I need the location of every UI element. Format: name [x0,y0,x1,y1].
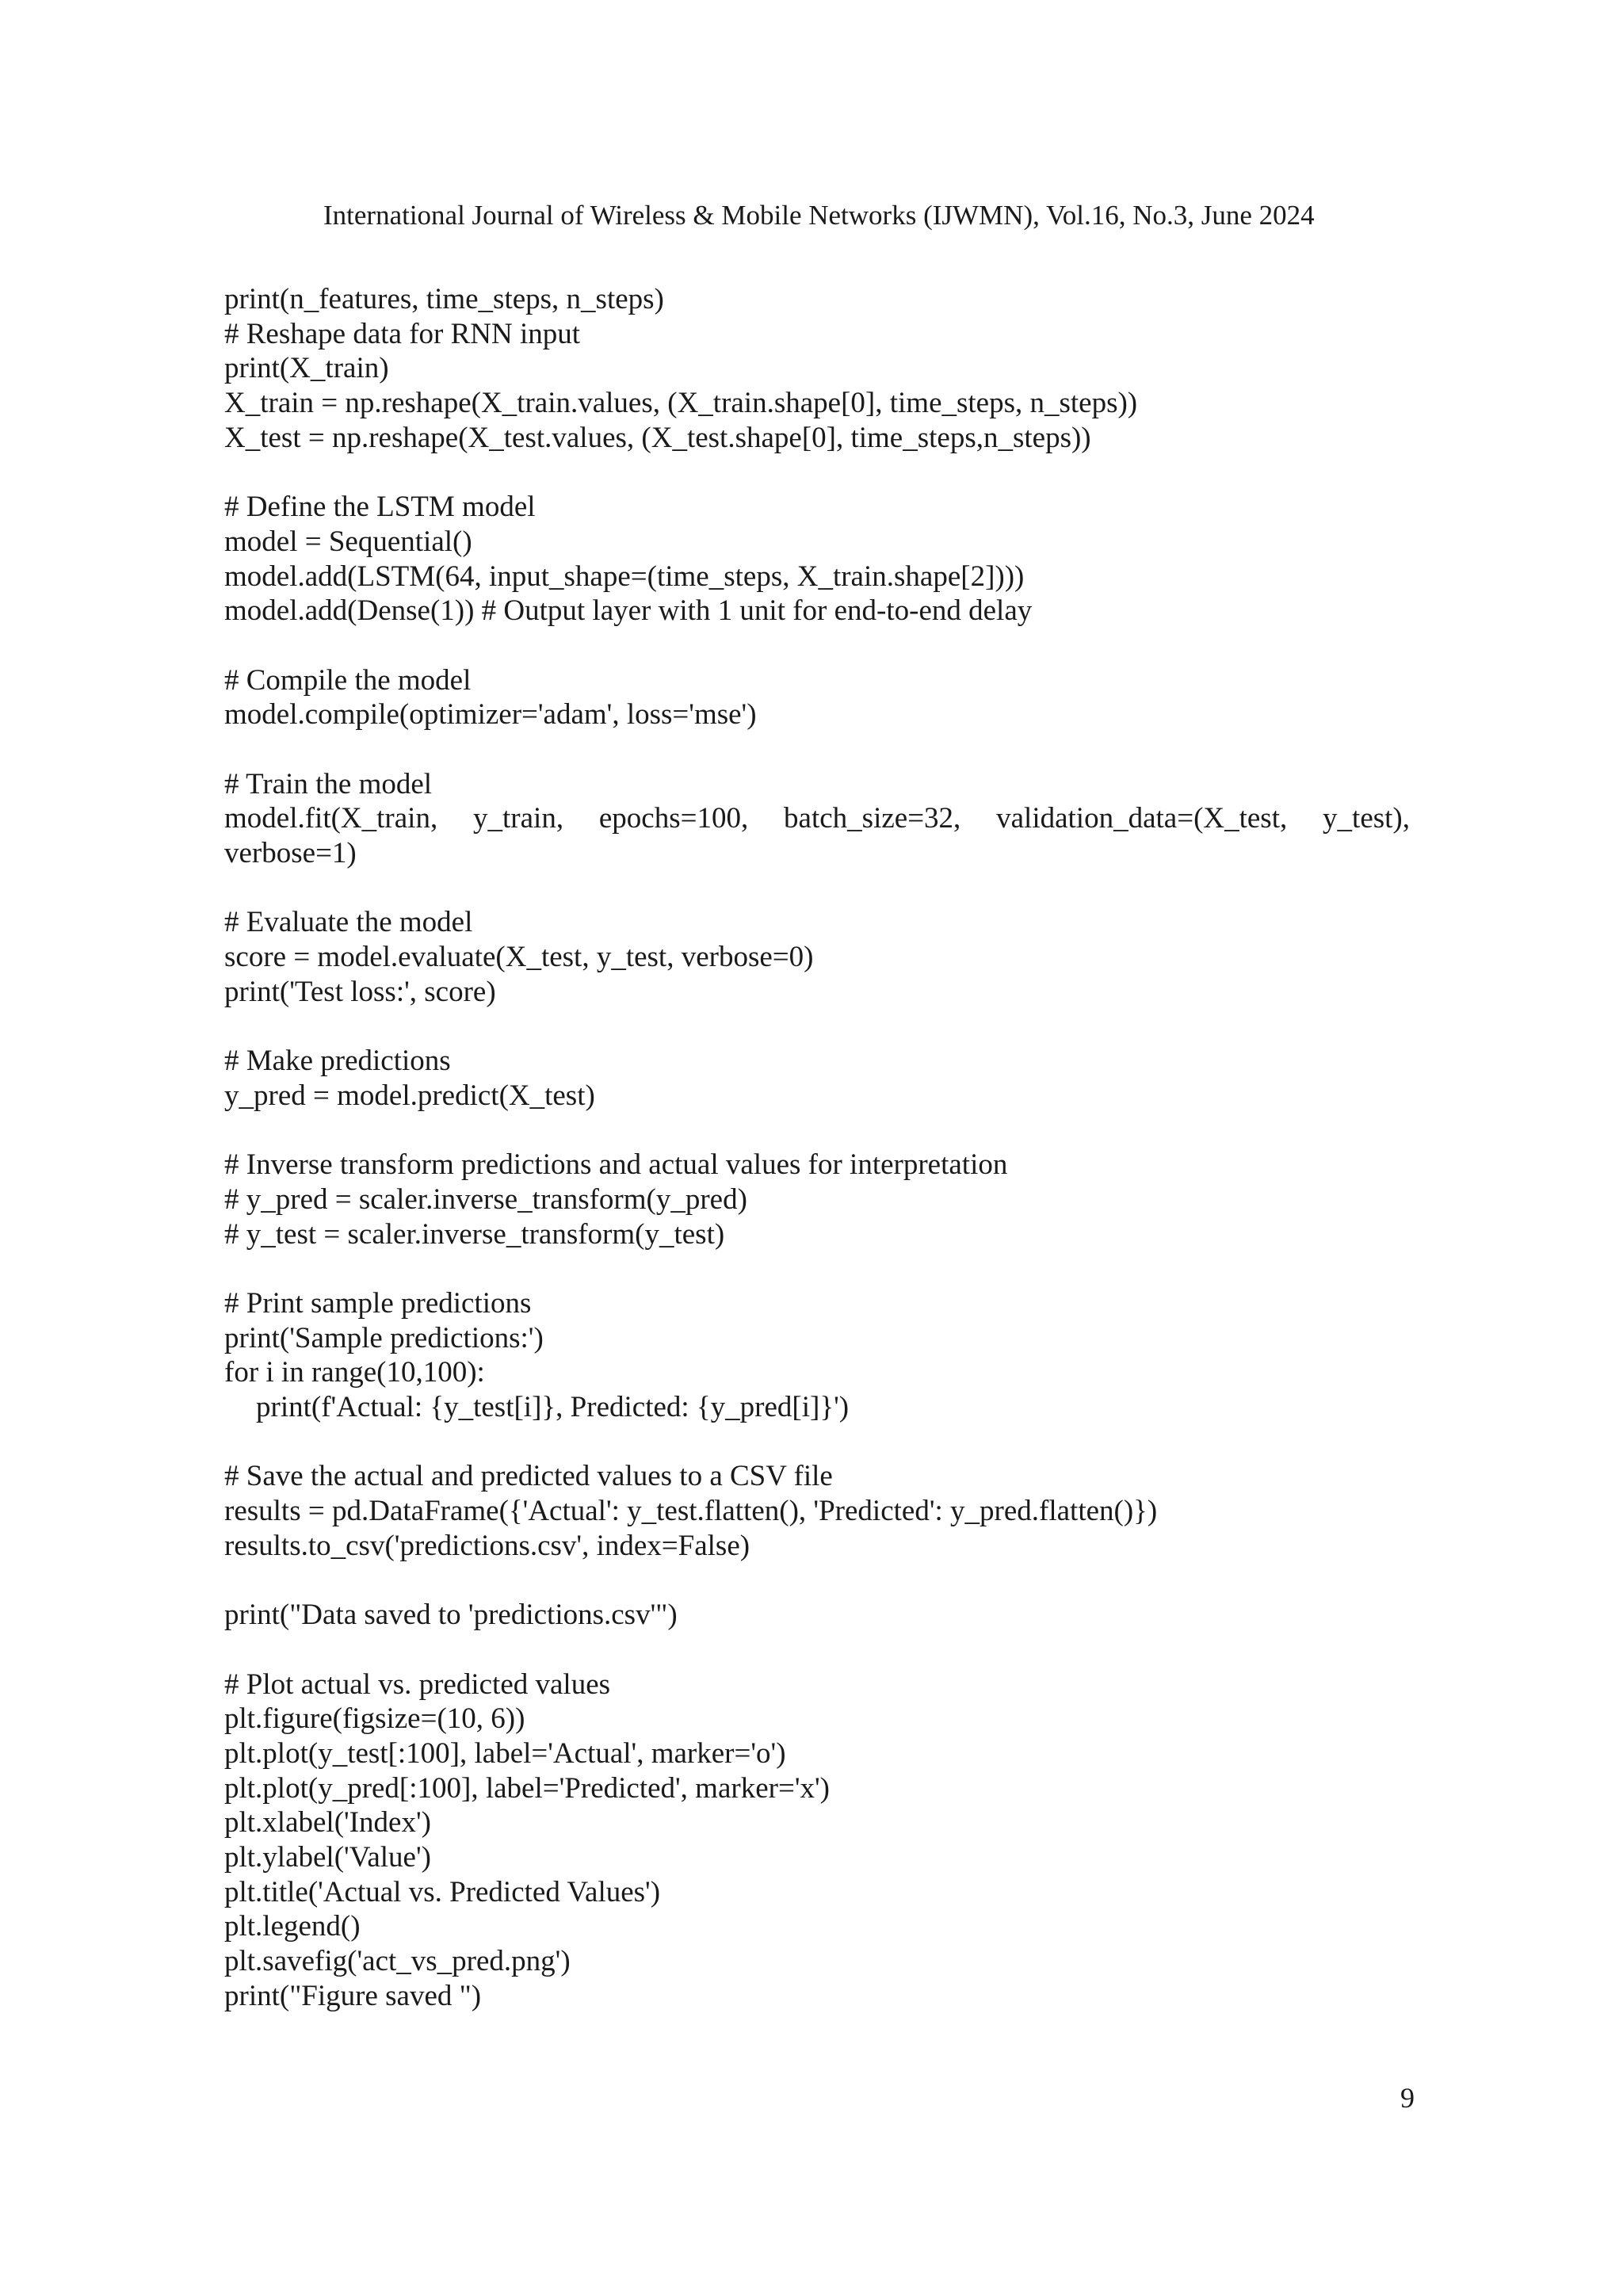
code-line: plt.plot(y_test[:100], label='Actual', marker='o') [224,1736,786,1770]
code-line: X_train = np.reshape(X_train.values, (X_train.shape[0], time_steps, n_steps)) [224,387,1138,420]
blank-line [224,871,1413,906]
code-line: plt.xlabel('Index') [224,1806,431,1839]
blank-line [224,1425,1413,1460]
running-header: International Journal of Wireless & Mobile Networks (IJWMN), Vol.16, No.3, June 2024 [323,200,1315,231]
code-comment: # Evaluate the model [224,906,473,939]
code-comment: # Reshape data for RNN input [224,317,581,350]
code-line: print("Data saved to 'predictions.csv'") [224,1599,678,1632]
code-line: model.compile(optimizer='adam', loss='mse') [224,698,757,732]
code-line: plt.savefig('act_vs_pred.png') [224,1945,571,1977]
blank-line [224,1563,1413,1598]
code-line: results = pd.DataFrame({'Actual': y_test.flatten(), 'Predicted': y_pred.flatten()}) [224,1495,1158,1528]
code-comment: # Plot actual vs. predicted values [224,1668,611,1701]
code-line: for i in range(10,100): [224,1356,485,1389]
blank-line [224,1633,1413,1668]
code-line: model = Sequential() [224,525,472,558]
code-line: model.add(LSTM(64, input_shape=(time_steps, X_train.shape[2]))) [224,560,1025,593]
blank-line [224,628,1413,663]
code-line: plt.figure(figsize=(10, 6)) [224,1702,525,1736]
blank-line [224,732,1413,767]
code-line: plt.plot(y_pred[:100], label='Predicted', marker='x') [224,1771,830,1805]
code-line: print(X_train) [224,352,389,385]
blank-line [224,455,1413,490]
code-line: model.add(Dense(1)) # Output layer with 1 unit for end-to-end delay [224,594,1033,628]
code-line: verbose=1) [224,837,357,869]
code-line: plt.title('Actual vs. Predicted Values') [224,1875,661,1908]
code-line-indented: print(f'Actual: {y_test[i]}, Predicted: {y_pred[i]}') [256,1391,850,1423]
code-line: plt.legend() [224,1910,361,1943]
code-line: model.fit(X_train, y_train, epochs=100, batch_size=32, validation_data=(X_test, y_test), [224,802,1410,835]
code-comment: # y_pred = scaler.inverse_transform(y_pred) [224,1182,747,1216]
blank-line [224,1114,1413,1148]
blank-line [224,1009,1413,1044]
page-number: 9 [1400,2082,1415,2114]
code-comment: # Save the actual and predicted values to a CSV file [224,1460,833,1493]
code-comment: # Print sample predictions [224,1286,532,1320]
code-line: y_pred = model.predict(X_test) [224,1079,595,1112]
code-line: print('Test loss:', score) [224,975,496,1008]
code-line: score = model.evaluate(X_test, y_test, verbose=0) [224,941,814,974]
blank-line [224,1251,1413,1286]
code-comment: # Compile the model [224,663,472,697]
code-line: results.to_csv('predictions.csv', index=False) [224,1529,750,1562]
code-line: print("Figure saved ") [224,1979,482,2012]
code-listing [224,282,1413,2013]
code-comment: # y_test = scaler.inverse_transform(y_test) [224,1217,725,1251]
code-comment: # Make predictions [224,1045,451,1078]
code-line: print('Sample predictions:') [224,1321,544,1354]
code-line: X_test = np.reshape(X_test.values, (X_test.shape[0], time_steps,n_steps)) [224,421,1091,454]
code-comment: # Define the LSTM model [224,491,536,524]
code-comment: # Inverse transform predictions and actual values for interpretation [224,1148,1008,1182]
code-line: plt.ylabel('Value') [224,1840,431,1874]
code-line: print(n_features, time_steps, n_steps) [224,283,664,315]
code-comment: # Train the model [224,767,433,800]
